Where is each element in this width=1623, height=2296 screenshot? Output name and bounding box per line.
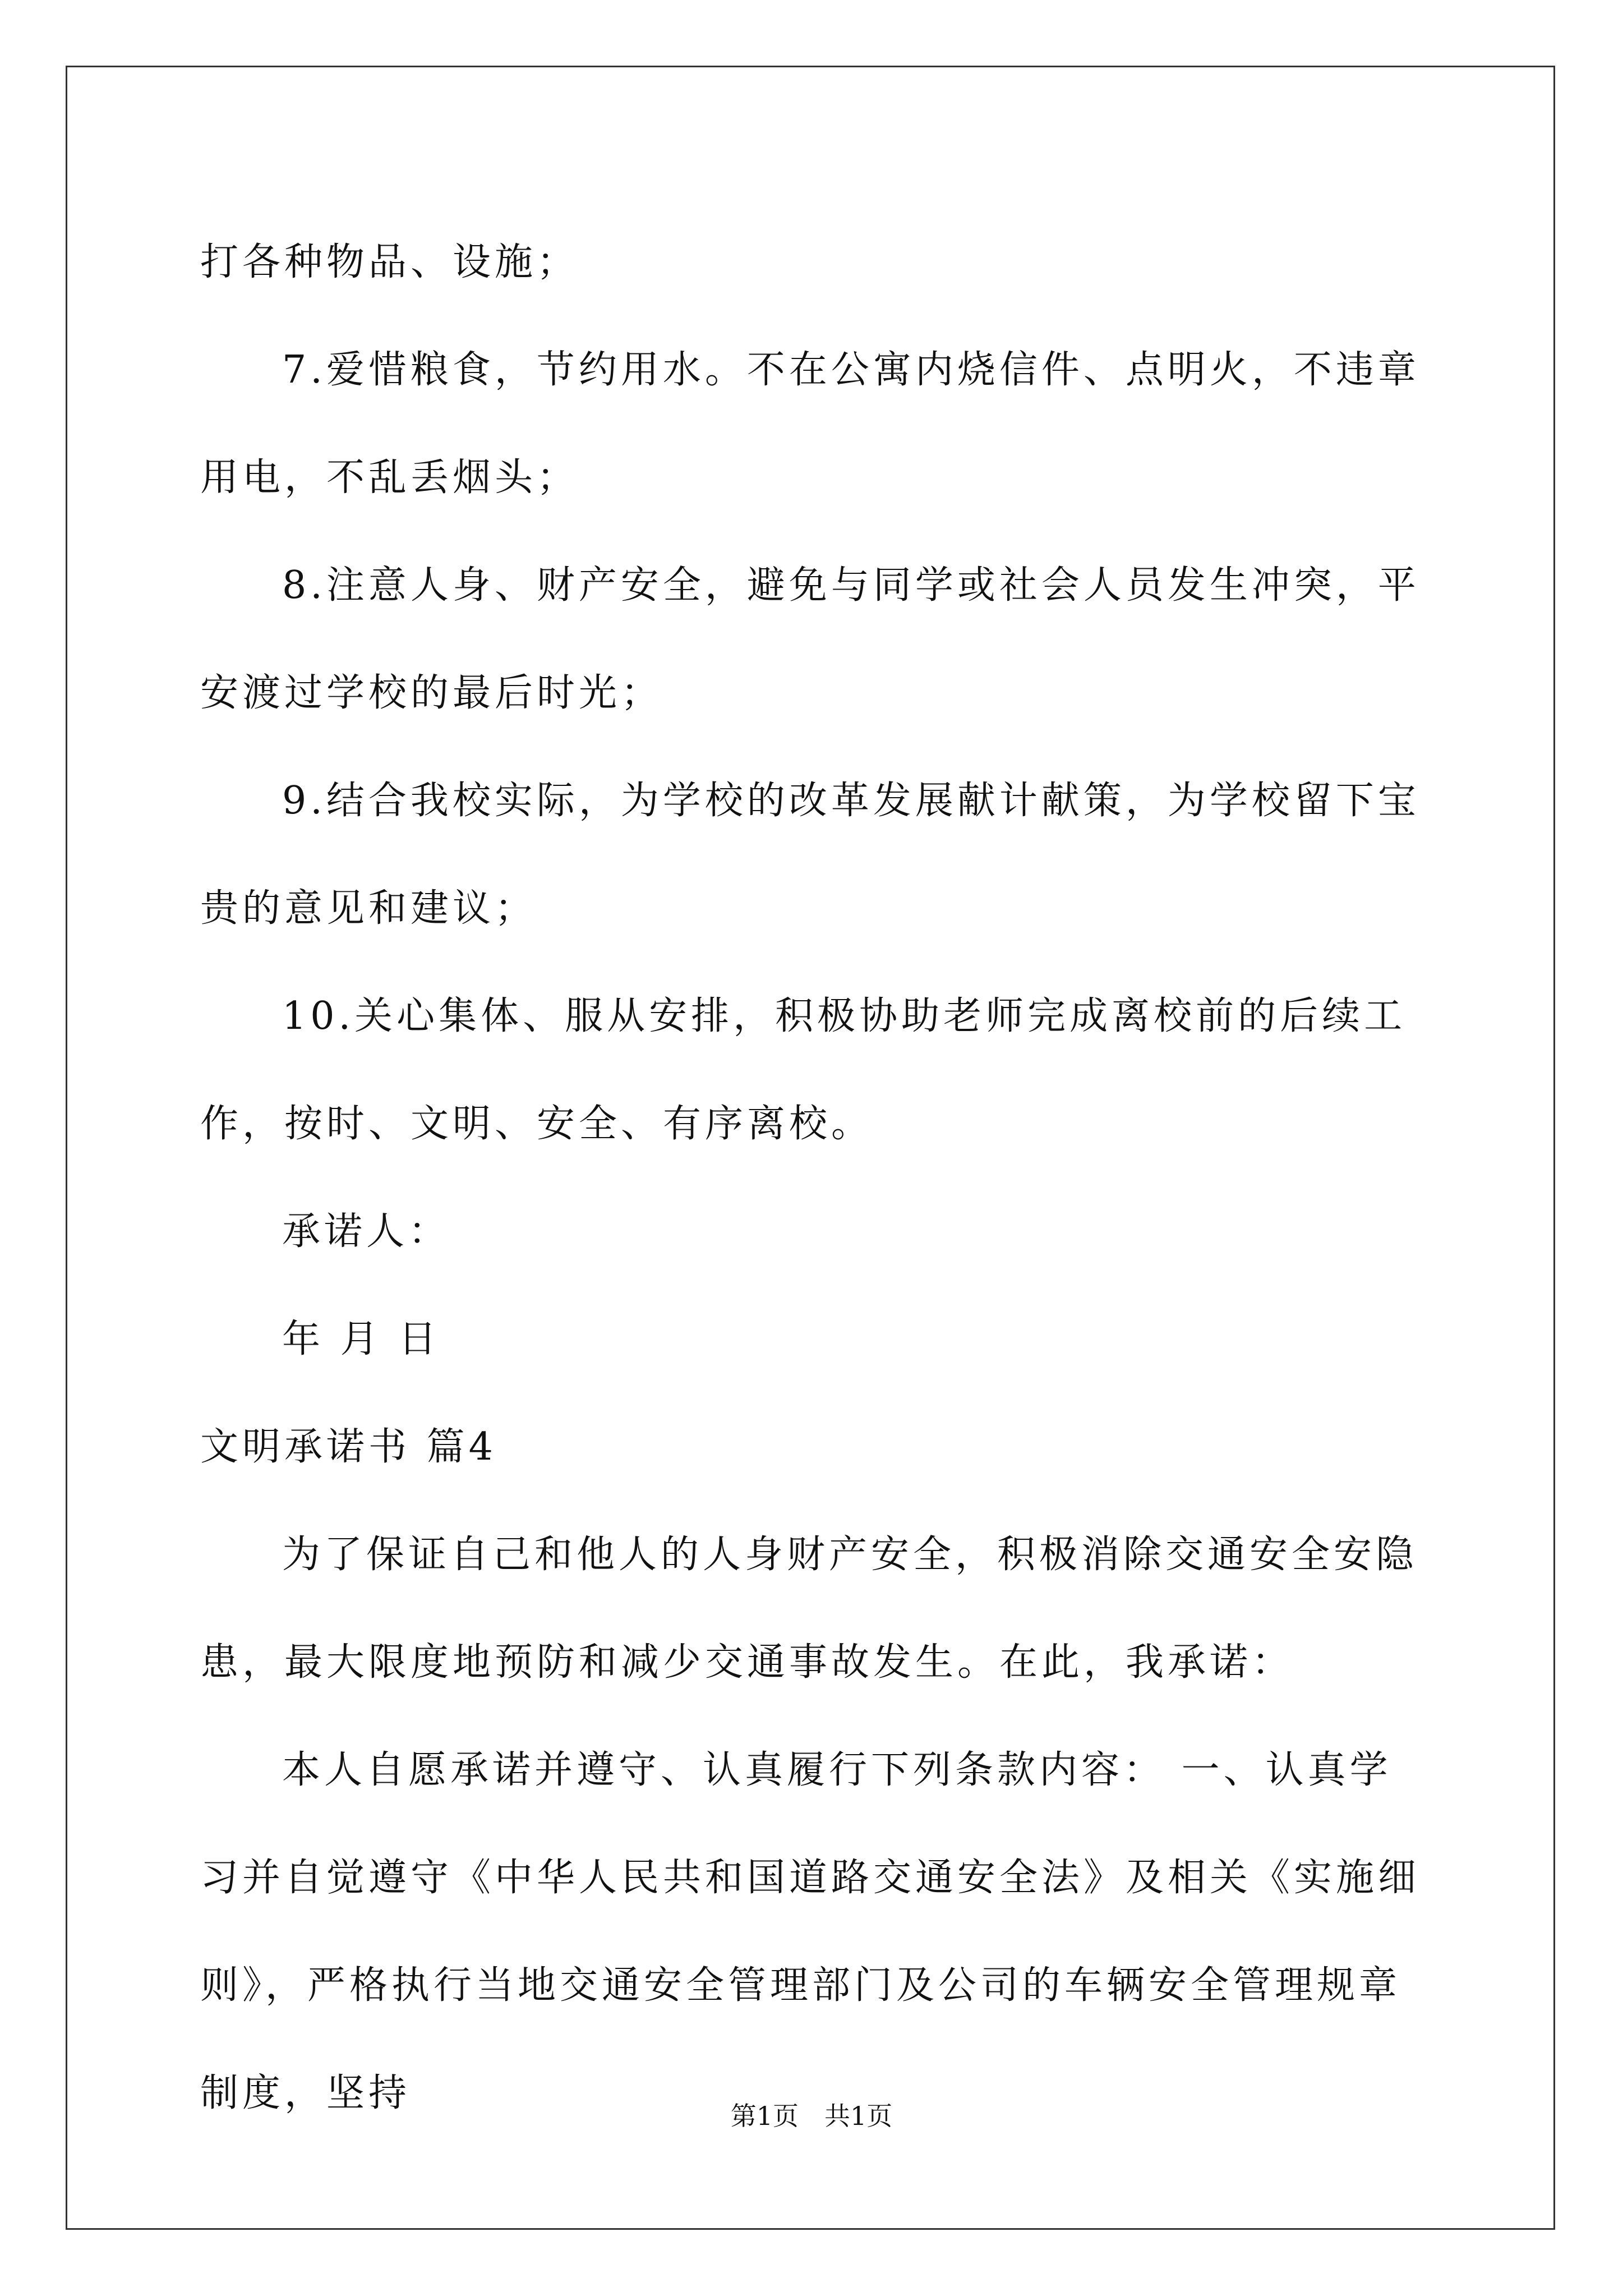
page-number-footer: 第1页 共1页 xyxy=(730,2101,893,2131)
paragraph-intro: 为了保证自己和他人的人身财产安全，积极消除交通安全安隐患，最大限度地预防和减少交通事故发生。在此，我承诺： xyxy=(200,1533,1418,1685)
signature-label: 承诺人： xyxy=(282,1209,451,1254)
paragraph-continuation: 打各种物品、设施； xyxy=(200,240,579,284)
paragraph-item-8: 8.注意人身、财产安全，避免与同学或社会人员发生冲突，平安渡过学校的最后时光； xyxy=(200,563,1420,715)
paragraph-item-7: 7.爱惜粮食，节约用水。不在公寓内烧信件、点明火，不违章用电，不乱丢烟头； xyxy=(200,348,1420,500)
document-body xyxy=(200,209,1428,2147)
paragraph-item-10: 10.关心集体、服从安排，积极协助老师完成离校前的后续工作，按时、文明、安全、有序离校。 xyxy=(200,994,1407,1146)
date-line: 年 月 日 xyxy=(282,1317,441,1361)
paragraph-terms: 本人自愿承诺并遵守、认真履行下列条款内容： 一、认真学习并自觉遵守《中华人民共和国道路交通安全法》及相关《实施细则》，严格执行当地交通安全管理部门及公司的车辆安全管理规章制度，坚持 xyxy=(200,1748,1421,2115)
section-heading: 文明承诺书 篇4 xyxy=(200,1425,497,1469)
paragraph-item-9: 9.结合我校实际，为学校的改革发展献计献策，为学校留下宝贵的意见和建议； xyxy=(200,779,1420,931)
